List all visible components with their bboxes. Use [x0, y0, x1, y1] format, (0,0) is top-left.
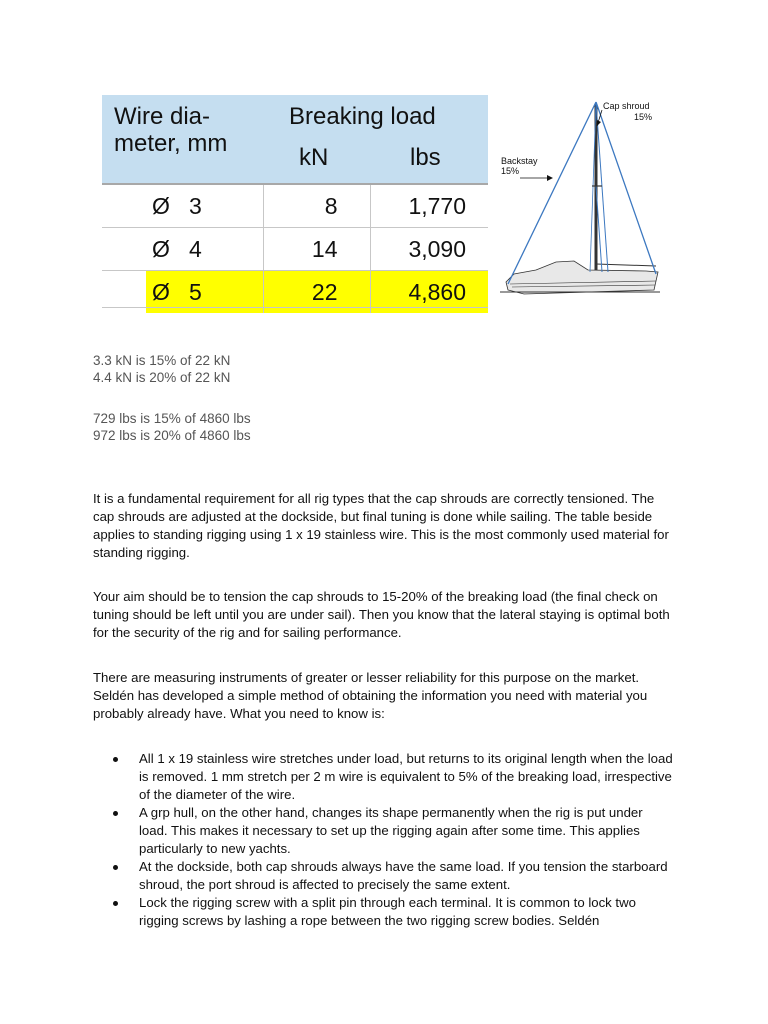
bullet-icon — [113, 811, 118, 816]
lbs-cell: 4,860 — [370, 271, 488, 314]
lbs-cell: 1,770 — [370, 184, 488, 228]
list-item: At the dockside, both cap shrouds always have the same load. If you tension the starboard shroud, the port shroud is affected to precisely the same extent. — [113, 858, 673, 894]
breaking-load-table — [102, 95, 488, 313]
kn-calculations — [93, 352, 230, 386]
bullet-icon — [113, 757, 118, 762]
header-kn: kN — [263, 135, 370, 184]
table-row — [102, 184, 488, 228]
kn-cell: 14 — [263, 228, 370, 271]
bullet-list — [113, 750, 673, 930]
bullet-icon — [113, 901, 118, 906]
lbs-cell: 3,090 — [370, 228, 488, 271]
list-item: Lock the rigging screw with a split pin through each terminal. It is common to lock two rigging screws by lashing a rope between the two rigging screw bodies. Seldén — [113, 894, 673, 930]
backstay-wire — [508, 102, 596, 284]
calc-line: 4.4 kN is 20% of 22 kN — [93, 370, 231, 385]
diameter-cell: Ø 3 — [102, 184, 263, 228]
table-row — [102, 228, 488, 271]
calc-line: 729 lbs is 15% of 4860 lbs — [93, 411, 251, 426]
kn-cell: 8 — [263, 184, 370, 228]
hull-shape — [506, 261, 658, 294]
cap-shroud-wire — [596, 102, 608, 272]
forestay-wire — [596, 102, 656, 274]
cap-shroud-percent: 15% — [634, 112, 653, 122]
list-item: All 1 x 19 stainless wire stretches under load, but returns to its original length when the load is removed. 1 mm stretch per 2 m wire is equivalent to 5% of the breaking load, irrespective of the diameter of the wire. — [113, 750, 673, 804]
list-item: A grp hull, on the other hand, changes its shape permanently when the rig is put under load. This makes it necessary to set up the rigging again after some time. This applies particularly to new yachts. — [113, 804, 673, 858]
bullet-icon — [113, 865, 118, 870]
kn-cell: 22 — [263, 271, 370, 314]
diameter-cell: Ø 5 — [102, 271, 263, 314]
backstay-arrowhead — [547, 175, 553, 181]
header-wire-diameter: Wire dia- meter, mm — [102, 95, 263, 184]
table-bottom-rule — [102, 307, 488, 308]
diameter-cell: Ø 4 — [102, 228, 263, 271]
sailboat-rig-diagram — [496, 94, 666, 304]
lbs-calculations — [93, 410, 251, 444]
header-lbs: lbs — [370, 135, 488, 184]
paragraph-cap-shroud-tension: It is a fundamental requirement for all rig types that the cap shrouds are correctly tensioned. The cap shrouds are adjusted at the dockside, but final tuning is done while sailing. The table beside applies to standing rigging using 1 x 19 stainless wire. This is the most commonly used material for standing rigging. — [93, 491, 669, 560]
backstay-label: Backstay — [501, 156, 538, 166]
header-breaking-load: Breaking load — [263, 95, 488, 135]
backstay-percent: 15% — [501, 166, 520, 176]
calc-line: 3.3 kN is 15% of 22 kN — [93, 353, 231, 368]
cap-shroud-label: Cap shroud — [603, 101, 650, 111]
boom — [596, 264, 656, 266]
calc-line: 972 lbs is 20% of 4860 lbs — [93, 428, 251, 443]
paragraph-aim: Your aim should be to tension the cap shrouds to 15-20% of the breaking load (the final check on tuning should be left until you are under sail). Then you know that the lateral staying is optimal both for the security of the rig and for sailing performance. — [93, 589, 670, 640]
paragraph-measuring-instruments: There are measuring instruments of greater or lesser reliability for this purpose on the market. Seldén has developed a simple method of obtaining the information you need with material you probably already have. What you need to know is: — [93, 670, 648, 721]
